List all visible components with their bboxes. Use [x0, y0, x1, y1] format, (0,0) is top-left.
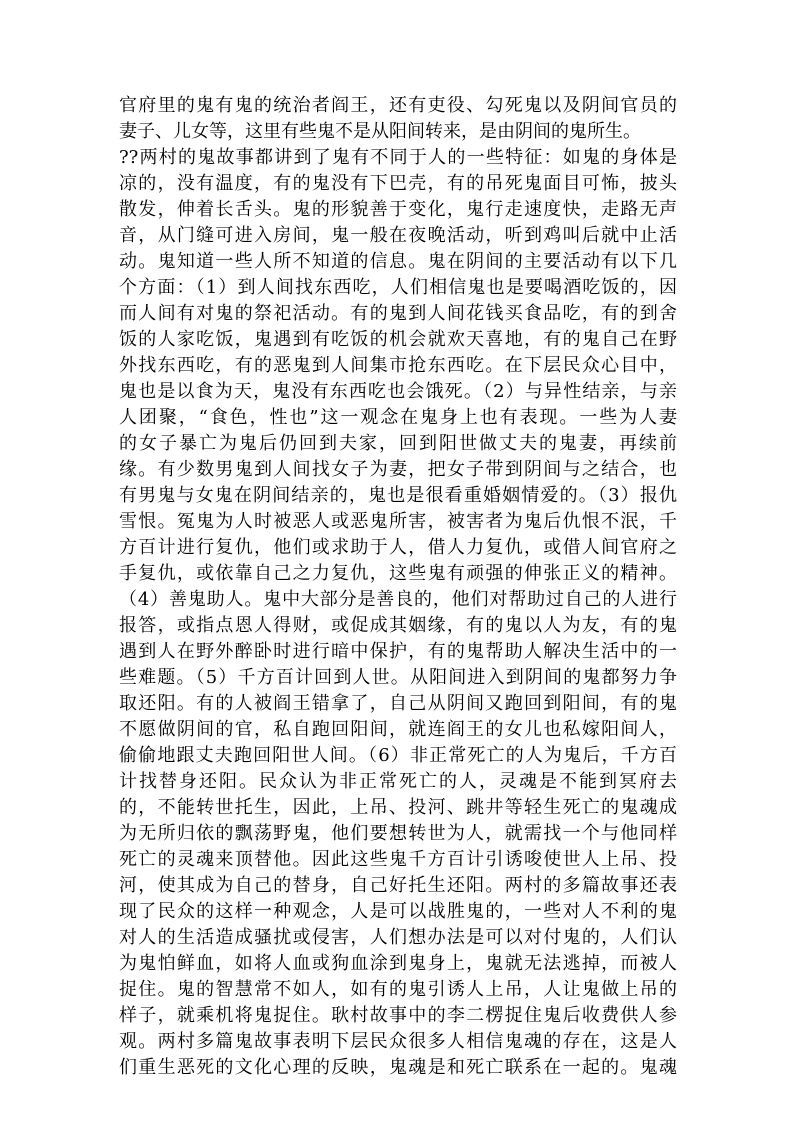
text-line: 的女子暴亡为鬼后仍回到夫家，回到阳世做丈夫的鬼妻，再续前 — [119, 433, 677, 454]
text-line: ??两村的鬼故事都讲到了鬼有不同于人的一些特征：如鬼的身体是 — [119, 147, 677, 168]
text-line: 为无所归依的飘荡野鬼，他们要想转世为人，就需找一个与他同样 — [119, 823, 677, 844]
text-line: 遇到人在野外醉卧时进行暗中保护，有的鬼帮助人解决生活中的一 — [119, 641, 677, 662]
text-line: （4）善鬼助人。鬼中大部分是善良的，他们对帮助过自己的人进行 — [119, 589, 677, 610]
text-line: 人团聚，“食色，性也”这一观念在鬼身上也有表现。一些为人妻 — [119, 407, 677, 428]
text-line: 个方面：（1）到人间找东西吃，人们相信鬼也是要喝酒吃饭的，因 — [119, 277, 677, 298]
text-line: 们重生恶死的文化心理的反映，鬼魂是和死亡联系在一起的。鬼魂 — [119, 1057, 677, 1078]
text-line: 的，不能转世托生，因此，上吊、投河、跳井等轻生死亡的鬼魂成 — [119, 797, 677, 818]
text-line: 鬼也是以食为天，鬼没有东西吃也会饿死。（2）与异性结亲，与亲 — [119, 381, 677, 402]
text-line: 散发，伸着长舌头。鬼的形貌善于变化，鬼行走速度快，走路无声 — [119, 199, 677, 220]
text-line: 现了民众的这样一种观念，人是可以战胜鬼的，一些对人不利的鬼 — [119, 901, 677, 922]
text-line: 外找东西吃，有的恶鬼到人间集市抢东西吃。在下层民众心目中， — [119, 355, 677, 376]
text-line: 河，使其成为自己的替身，自己好托生还阳。两村的多篇故事还表 — [119, 875, 677, 896]
text-line: 不愿做阴间的官，私自跑回阳间，就连阎王的女儿也私嫁阳间人， — [119, 719, 677, 740]
text-line: 音，从门缝可进入房间，鬼一般在夜晚活动，听到鸡叫后就中止活 — [119, 225, 677, 246]
text-line: 方百计进行复仇，他们或求助于人，借人力复仇，或借人间官府之 — [119, 537, 677, 558]
text-line: 官府里的鬼有鬼的统治者阎王，还有吏役、勾死鬼以及阴间官员的 — [119, 95, 677, 116]
text-line: 捉住。鬼的智慧常不如人，如有的鬼引诱人上吊，人让鬼做上吊的 — [119, 979, 677, 1000]
text-line: 动。鬼知道一些人所不知道的信息。鬼在阴间的主要活动有以下几 — [119, 251, 677, 272]
text-line: 饭的人家吃饭，鬼遇到有吃饭的机会就欢天喜地，有的鬼自己在野 — [119, 329, 677, 350]
text-line: 凉的，没有温度，有的鬼没有下巴壳，有的吊死鬼面目可怖，披头 — [119, 173, 677, 194]
text-line: 妻子、儿女等，这里有些鬼不是从阳间转来，是由阴间的鬼所生。 — [119, 121, 641, 142]
text-line: 缘。有少数男鬼到人间找女子为妻，把女子带到阴间与之结合，也 — [119, 459, 677, 480]
text-line: 死亡的灵魂来顶替他。因此这些鬼千方百计引诱唆使世人上吊、投 — [119, 849, 677, 870]
text-line: 雪恨。冤鬼为人时被恶人或恶鬼所害，被害者为鬼后仇恨不泯，千 — [119, 511, 677, 532]
text-line: 有男鬼与女鬼在阴间结亲的，鬼也是很看重婚姻情爱的。（3）报仇 — [119, 485, 677, 506]
text-line: 偷偷地跟丈夫跑回阳世人间。（6）非正常死亡的人为鬼后，千方百 — [119, 745, 677, 766]
text-line: 些难题。（5）千方百计回到人世。从阳间进入到阴间的鬼都努力争 — [119, 667, 677, 688]
text-line: 手复仇，或依靠自己之力复仇，这些鬼有顽强的伸张正义的精神。 — [119, 563, 677, 584]
text-line: 而人间有对鬼的祭祀活动。有的鬼到人间花钱买食品吃，有的到舍 — [119, 303, 677, 324]
text-line: 对人的生活造成骚扰或侵害，人们想办法是可以对付鬼的，人们认 — [119, 927, 677, 948]
text-line: 观。两村多篇鬼故事表明下层民众很多人相信鬼魂的存在，这是人 — [119, 1031, 677, 1052]
text-line: 样子，就乘机将鬼捉住。耿村故事中的李二楞捉住鬼后收费供人参 — [119, 1005, 677, 1026]
document-page — [119, 93, 677, 1081]
text-line: 计找替身还阳。民众认为非正常死亡的人，灵魂是不能到冥府去 — [119, 771, 677, 792]
text-line: 取还阳。有的人被阎王错拿了，自己从阴间又跑回到阳间，有的鬼 — [119, 693, 677, 714]
text-line: 报答，或指点恩人得财，或促成其姻缘，有的鬼以人为友，有的鬼 — [119, 615, 677, 636]
text-line: 为鬼怕鲜血，如将人血或狗血涂到鬼身上，鬼就无法逃掉，而被人 — [119, 953, 677, 974]
